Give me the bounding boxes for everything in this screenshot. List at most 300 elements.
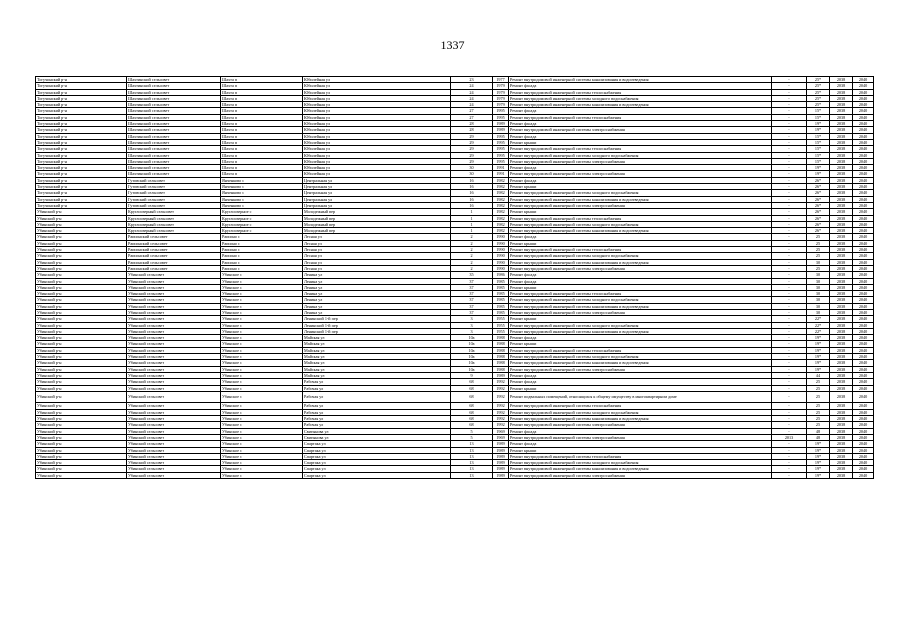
street-cell: Юбилейная ул (303, 133, 451, 139)
street-cell: Центральная ул (303, 196, 451, 202)
council-cell: Убинский сельсовет (127, 284, 221, 290)
settlement-cell: Шахта п (221, 158, 303, 164)
previous-repair-cell: - (772, 354, 807, 360)
wear-cell: 19* (807, 441, 830, 447)
work-type-cell: Ремонт внутридомовой инженерной системы холодного водоснабжения (509, 190, 772, 196)
district-cell: Убинский р-н (36, 434, 127, 440)
wear-cell: 15* (807, 139, 830, 145)
district-cell: Убинский р-н (36, 416, 127, 422)
settlement-cell: Круглоозерное с (221, 209, 303, 215)
work-type-cell: Ремонт крыши (509, 209, 772, 215)
council-cell: Раисинский сельсовет (127, 265, 221, 271)
district-cell: Убинский р-н (36, 247, 127, 253)
council-cell: Шахтинский сельсовет (127, 89, 221, 95)
house-number-cell: 24 (451, 102, 493, 108)
district-cell: Убинский р-н (36, 428, 127, 434)
work-type-cell: Ремонт внутридомовой инженерной системы теплоснабжения (509, 146, 772, 152)
wear-cell: 19* (807, 347, 830, 353)
district-cell: Убинский р-н (36, 466, 127, 472)
street-cell: Ленина ул (303, 309, 451, 315)
work-type-cell: Ремонт внутридомовой инженерной системы холодного водоснабжения (509, 409, 772, 415)
street-cell: Юбилейная ул (303, 77, 451, 83)
street-cell: Спартака ул (303, 441, 451, 447)
settlement-cell: Убинское с (221, 441, 303, 447)
district-cell: Убинский р-н (36, 366, 127, 372)
district-cell: Убинский р-н (36, 284, 127, 290)
year-cell: 1982 (493, 221, 509, 227)
district-cell: Убинский р-н (36, 316, 127, 322)
previous-repair-cell: - (772, 409, 807, 415)
previous-repair-cell: - (772, 472, 807, 478)
settlement-cell: Убинское с (221, 428, 303, 434)
district-cell: Убинский р-н (36, 309, 127, 315)
settlement-cell: Убинское с (221, 360, 303, 366)
street-cell: Ленина ул (303, 291, 451, 297)
settlement-cell: Янченково с (221, 202, 303, 208)
street-cell: Юбилейная ул (303, 139, 451, 145)
house-number-cell: 30 (451, 171, 493, 177)
district-cell: Убинский р-н (36, 215, 127, 221)
street-cell: Спартака ул (303, 472, 451, 478)
house-number-cell: 1 (451, 209, 493, 215)
street-cell: Лесная ул (303, 247, 451, 253)
house-number-cell: 37 (451, 303, 493, 309)
council-cell: Шахтинский сельсовет (127, 127, 221, 133)
end-year-cell: 2040 (853, 316, 874, 322)
house-number-cell: 37 (451, 309, 493, 315)
house-number-cell: 29 (451, 133, 493, 139)
council-cell: Убинский сельсовет (127, 460, 221, 466)
house-number-cell: 10а (451, 347, 493, 353)
year-cell: 1990 (493, 247, 509, 253)
end-year-cell: 2040 (853, 360, 874, 366)
previous-repair-cell: - (772, 391, 807, 403)
wear-cell: 19* (807, 453, 830, 459)
district-cell: Тогучинский р-н (36, 114, 127, 120)
previous-repair-cell: - (772, 460, 807, 466)
year-cell: 1982 (493, 177, 509, 183)
year-cell: 1995 (493, 133, 509, 139)
previous-repair-cell: - (772, 316, 807, 322)
end-year-cell: 2040 (853, 272, 874, 278)
house-number-cell: 29 (451, 158, 493, 164)
street-cell: Молодежный пер (303, 228, 451, 234)
previous-repair-cell: - (772, 328, 807, 334)
district-cell: Убинский р-н (36, 259, 127, 265)
previous-repair-cell: - (772, 416, 807, 422)
year-cell: 1982 (493, 209, 509, 215)
street-cell: Рабочая ул (303, 422, 451, 428)
council-cell: Убинский сельсовет (127, 309, 221, 315)
street-cell: Молодежный пер (303, 209, 451, 215)
wear-cell: 19* (807, 447, 830, 453)
settlement-cell: Убинское с (221, 278, 303, 284)
previous-repair-cell: - (772, 108, 807, 114)
council-cell: Шахтинский сельсовет (127, 146, 221, 152)
district-cell: Убинский р-н (36, 447, 127, 453)
street-cell: Рабочая ул (303, 379, 451, 385)
house-number-cell: 29 (451, 146, 493, 152)
end-year-cell: 2040 (853, 322, 874, 328)
start-year-cell: 2038 (830, 309, 853, 315)
council-cell: Гутовский сельсовет (127, 177, 221, 183)
district-cell: Тогучинский р-н (36, 146, 127, 152)
year-cell: 1992 (493, 379, 509, 385)
page-number: 1337 (440, 38, 465, 52)
council-cell: Убинский сельсовет (127, 472, 221, 478)
wear-cell: 48 (807, 428, 830, 434)
street-cell: Ленина ул (303, 278, 451, 284)
street-cell: Ленина ул (303, 303, 451, 309)
work-type-cell: Ремонт подвальных помещений, относящихся к общему имуществу в многоквартирном доме (509, 391, 772, 403)
house-number-cell: 3 (451, 328, 493, 334)
house-number-cell: 16 (451, 202, 493, 208)
council-cell: Круглоозерный сельсовет (127, 221, 221, 227)
work-type-cell: Ремонт крыши (509, 184, 772, 190)
street-cell: Лесная ул (303, 259, 451, 265)
house-number-cell: 68 (451, 409, 493, 415)
work-type-cell: Ремонт внутридомовой инженерной системы холодного водоснабжения (509, 253, 772, 259)
settlement-cell: Шахта п (221, 133, 303, 139)
end-year-cell: 2040 (853, 341, 874, 347)
end-year-cell: 2040 (853, 165, 874, 171)
street-cell: Юбилейная ул (303, 95, 451, 101)
table-row (36, 472, 874, 478)
work-type-cell: Ремонт крыши (509, 139, 772, 145)
settlement-cell: Шахта п (221, 77, 303, 83)
year-cell: 1990 (493, 253, 509, 259)
wear-cell: 26* (807, 202, 830, 208)
previous-repair-cell: - (772, 278, 807, 284)
council-cell: Гутовский сельсовет (127, 190, 221, 196)
street-cell: Майская ул (303, 347, 451, 353)
district-cell: Убинский р-н (36, 354, 127, 360)
settlement-cell: Шахта п (221, 127, 303, 133)
end-year-cell: 2040 (853, 278, 874, 284)
start-year-cell: 2038 (830, 102, 853, 108)
settlement-cell: Убинское с (221, 472, 303, 478)
start-year-cell: 2038 (830, 391, 853, 403)
year-cell: 1955 (493, 316, 509, 322)
settlement-cell: Убинское с (221, 366, 303, 372)
council-cell: Убинский сельсовет (127, 434, 221, 440)
work-type-cell: Ремонт фасада (509, 234, 772, 240)
end-year-cell: 2040 (853, 146, 874, 152)
street-cell: Центральная ул (303, 190, 451, 196)
settlement-cell: Раисино с (221, 234, 303, 240)
street-cell: Рабочая ул (303, 416, 451, 422)
previous-repair-cell: - (772, 341, 807, 347)
start-year-cell: 2038 (830, 341, 853, 347)
previous-repair-cell: - (772, 335, 807, 341)
settlement-cell: Шахта п (221, 171, 303, 177)
street-cell: Ленина ул (303, 297, 451, 303)
district-cell: Убинский р-н (36, 278, 127, 284)
district-cell: Тогучинский р-н (36, 127, 127, 133)
street-cell: Святынова ул (303, 428, 451, 434)
previous-repair-cell: - (772, 171, 807, 177)
work-type-cell: Ремонт внутридомовой инженерной системы теплоснабжения (509, 89, 772, 95)
street-cell: Юбилейная ул (303, 152, 451, 158)
end-year-cell: 2040 (853, 328, 874, 334)
start-year-cell: 2038 (830, 190, 853, 196)
council-cell: Шахтинский сельсовет (127, 171, 221, 177)
previous-repair-cell: - (772, 322, 807, 328)
year-cell: 1989 (493, 127, 509, 133)
council-cell: Убинский сельсовет (127, 409, 221, 415)
street-cell: Юбилейная ул (303, 158, 451, 164)
street-cell: Рабочая ул (303, 403, 451, 409)
district-cell: Убинский р-н (36, 385, 127, 391)
year-cell: 1989 (493, 466, 509, 472)
settlement-cell: Янченково с (221, 177, 303, 183)
end-year-cell: 2040 (853, 335, 874, 341)
wear-cell: 19* (807, 121, 830, 127)
council-cell: Круглоозерный сельсовет (127, 228, 221, 234)
previous-repair-cell: - (772, 152, 807, 158)
house-number-cell: 24 (451, 95, 493, 101)
year-cell: 1988 (493, 335, 509, 341)
settlement-cell: Убинское с (221, 447, 303, 453)
house-number-cell: 13 (451, 460, 493, 466)
start-year-cell: 2038 (830, 158, 853, 164)
council-cell: Убинский сельсовет (127, 453, 221, 459)
settlement-cell: Янченково с (221, 190, 303, 196)
previous-repair-cell: - (772, 466, 807, 472)
street-cell: Рабочая ул (303, 391, 451, 403)
previous-repair-cell: - (772, 259, 807, 265)
settlement-cell: Убинское с (221, 297, 303, 303)
year-cell: 1986 (493, 272, 509, 278)
work-type-cell: Ремонт внутридомовой инженерной системы канализования и водоотведения (509, 228, 772, 234)
district-cell: Тогучинский р-н (36, 165, 127, 171)
council-cell: Шахтинский сельсовет (127, 165, 221, 171)
table-row (36, 391, 874, 403)
council-cell: Убинский сельсовет (127, 297, 221, 303)
district-cell: Убинский р-н (36, 291, 127, 297)
work-type-cell: Ремонт фасада (509, 108, 772, 114)
district-cell: Убинский р-н (36, 341, 127, 347)
work-type-cell: Ремонт внутридомовой инженерной системы электроснабжения (509, 422, 772, 428)
year-cell: 1979 (493, 102, 509, 108)
settlement-cell: Убинское с (221, 328, 303, 334)
settlement-cell: Шахта п (221, 121, 303, 127)
start-year-cell: 2038 (830, 360, 853, 366)
previous-repair-cell: - (772, 403, 807, 409)
settlement-cell: Убинское с (221, 316, 303, 322)
house-number-cell: 3 (451, 322, 493, 328)
wear-cell: 25 (807, 422, 830, 428)
house-number-cell: 29 (451, 139, 493, 145)
district-cell: Тогучинский р-н (36, 158, 127, 164)
previous-repair-cell: - (772, 297, 807, 303)
previous-repair-cell: - (772, 228, 807, 234)
end-year-cell: 2040 (853, 196, 874, 202)
start-year-cell: 2038 (830, 322, 853, 328)
house-number-cell: 13 (451, 447, 493, 453)
council-cell: Убинский сельсовет (127, 428, 221, 434)
year-cell: 1985 (493, 278, 509, 284)
district-cell: Убинский р-н (36, 240, 127, 246)
street-cell: Юбилейная ул (303, 108, 451, 114)
end-year-cell: 2040 (853, 284, 874, 290)
wear-cell: 30 (807, 284, 830, 290)
start-year-cell: 2038 (830, 108, 853, 114)
house-number-cell: 3 (451, 316, 493, 322)
house-number-cell: 37 (451, 291, 493, 297)
district-cell: Убинский р-н (36, 228, 127, 234)
end-year-cell: 2040 (853, 379, 874, 385)
work-type-cell: Ремонт внутридомовой инженерной системы холодного водоснабжения (509, 322, 772, 328)
end-year-cell: 2040 (853, 171, 874, 177)
start-year-cell: 2038 (830, 409, 853, 415)
wear-cell: 25 (807, 253, 830, 259)
settlement-cell: Убинское с (221, 272, 303, 278)
settlement-cell: Круглоозерное с (221, 221, 303, 227)
wear-cell: 19* (807, 460, 830, 466)
house-number-cell: 23 (451, 77, 493, 83)
district-cell: Убинский р-н (36, 391, 127, 403)
house-number-cell: 29 (451, 152, 493, 158)
council-cell: Шахтинский сельсовет (127, 133, 221, 139)
table-body (36, 77, 874, 479)
council-cell: Раисинский сельсовет (127, 253, 221, 259)
settlement-cell: Убинское с (221, 466, 303, 472)
settlement-cell: Шахта п (221, 152, 303, 158)
year-cell: 1982 (493, 228, 509, 234)
previous-repair-cell: - (772, 133, 807, 139)
settlement-cell: Убинское с (221, 385, 303, 391)
house-number-cell: 5 (451, 434, 493, 440)
council-cell: Убинский сельсовет (127, 379, 221, 385)
work-type-cell: Ремонт внутридомовой инженерной системы холодного водоснабжения (509, 221, 772, 227)
end-year-cell: 2040 (853, 83, 874, 89)
previous-repair-cell: - (772, 139, 807, 145)
end-year-cell: 2040 (853, 347, 874, 353)
start-year-cell: 2038 (830, 379, 853, 385)
wear-cell: 25 (807, 265, 830, 271)
year-cell: 1988 (493, 341, 509, 347)
end-year-cell: 2040 (853, 460, 874, 466)
previous-repair-cell: - (772, 102, 807, 108)
house-number-cell: 30 (451, 165, 493, 171)
settlement-cell: Убинское с (221, 347, 303, 353)
end-year-cell: 2040 (853, 472, 874, 478)
year-cell: 1995 (493, 114, 509, 120)
wear-cell: 25 (807, 409, 830, 415)
start-year-cell: 2038 (830, 416, 853, 422)
start-year-cell: 2038 (830, 472, 853, 478)
year-cell: 1990 (493, 240, 509, 246)
year-cell: 1989 (493, 372, 509, 378)
previous-repair-cell: - (772, 265, 807, 271)
work-type-cell: Ремонт внутридомовой инженерной системы холодного водоснабжения (509, 297, 772, 303)
previous-repair-cell: - (772, 77, 807, 83)
year-cell: 1985 (493, 303, 509, 309)
house-number-cell: 68 (451, 391, 493, 403)
start-year-cell: 2038 (830, 441, 853, 447)
council-cell: Убинский сельсовет (127, 291, 221, 297)
council-cell: Раисинский сельсовет (127, 240, 221, 246)
house-number-cell: 2 (451, 247, 493, 253)
house-number-cell: 27 (451, 114, 493, 120)
previous-repair-cell: - (772, 422, 807, 428)
previous-repair-cell: - (772, 190, 807, 196)
end-year-cell: 2040 (853, 447, 874, 453)
house-number-cell: 1 (451, 215, 493, 221)
settlement-cell: Убинское с (221, 403, 303, 409)
wear-cell: 25 (807, 234, 830, 240)
previous-repair-cell: - (772, 447, 807, 453)
settlement-cell: Шахта п (221, 89, 303, 95)
district-cell: Тогучинский р-н (36, 108, 127, 114)
council-cell: Убинский сельсовет (127, 360, 221, 366)
work-type-cell: Ремонт внутридомовой инженерной системы электроснабжения (509, 171, 772, 177)
start-year-cell: 2038 (830, 265, 853, 271)
year-cell: 1982 (493, 190, 509, 196)
district-cell: Убинский р-н (36, 441, 127, 447)
house-number-cell: 24 (451, 89, 493, 95)
district-cell: Убинский р-н (36, 409, 127, 415)
previous-repair-cell: - (772, 221, 807, 227)
district-cell: Убинский р-н (36, 272, 127, 278)
year-cell: 1992 (493, 385, 509, 391)
council-cell: Шахтинский сельсовет (127, 158, 221, 164)
wear-cell: 25* (807, 77, 830, 83)
start-year-cell: 2038 (830, 372, 853, 378)
wear-cell: 19* (807, 165, 830, 171)
wear-cell: 25 (807, 379, 830, 385)
district-cell: Убинский р-н (36, 253, 127, 259)
start-year-cell: 2038 (830, 139, 853, 145)
house-number-cell: 68 (451, 385, 493, 391)
start-year-cell: 2038 (830, 127, 853, 133)
end-year-cell: 2040 (853, 253, 874, 259)
start-year-cell: 2038 (830, 303, 853, 309)
previous-repair-cell: - (772, 284, 807, 290)
start-year-cell: 2038 (830, 347, 853, 353)
wear-cell: 19* (807, 366, 830, 372)
street-cell: Майская ул (303, 360, 451, 366)
capital-repair-table (35, 76, 874, 479)
end-year-cell: 2040 (853, 127, 874, 133)
street-cell: Юбилейная ул (303, 171, 451, 177)
settlement-cell: Шахта п (221, 95, 303, 101)
end-year-cell: 2040 (853, 466, 874, 472)
year-cell: 1982 (493, 202, 509, 208)
house-number-cell: 37 (451, 278, 493, 284)
street-cell: Спартака ул (303, 447, 451, 453)
end-year-cell: 2040 (853, 184, 874, 190)
district-cell: Убинский р-н (36, 403, 127, 409)
wear-cell: 15* (807, 158, 830, 164)
house-number-cell: 68 (451, 416, 493, 422)
wear-cell: 15* (807, 152, 830, 158)
council-cell: Гутовский сельсовет (127, 196, 221, 202)
settlement-cell: Шахта п (221, 146, 303, 152)
district-cell: Убинский р-н (36, 472, 127, 478)
start-year-cell: 2038 (830, 146, 853, 152)
start-year-cell: 2038 (830, 95, 853, 101)
start-year-cell: 2038 (830, 221, 853, 227)
district-cell: Убинский р-н (36, 335, 127, 341)
previous-repair-cell: - (772, 360, 807, 366)
street-cell: Юбилейная ул (303, 146, 451, 152)
wear-cell: 19* (807, 127, 830, 133)
settlement-cell: Убинское с (221, 284, 303, 290)
work-type-cell: Ремонт внутридомовой инженерной системы электроснабжения (509, 434, 772, 440)
council-cell: Убинский сельсовет (127, 328, 221, 334)
